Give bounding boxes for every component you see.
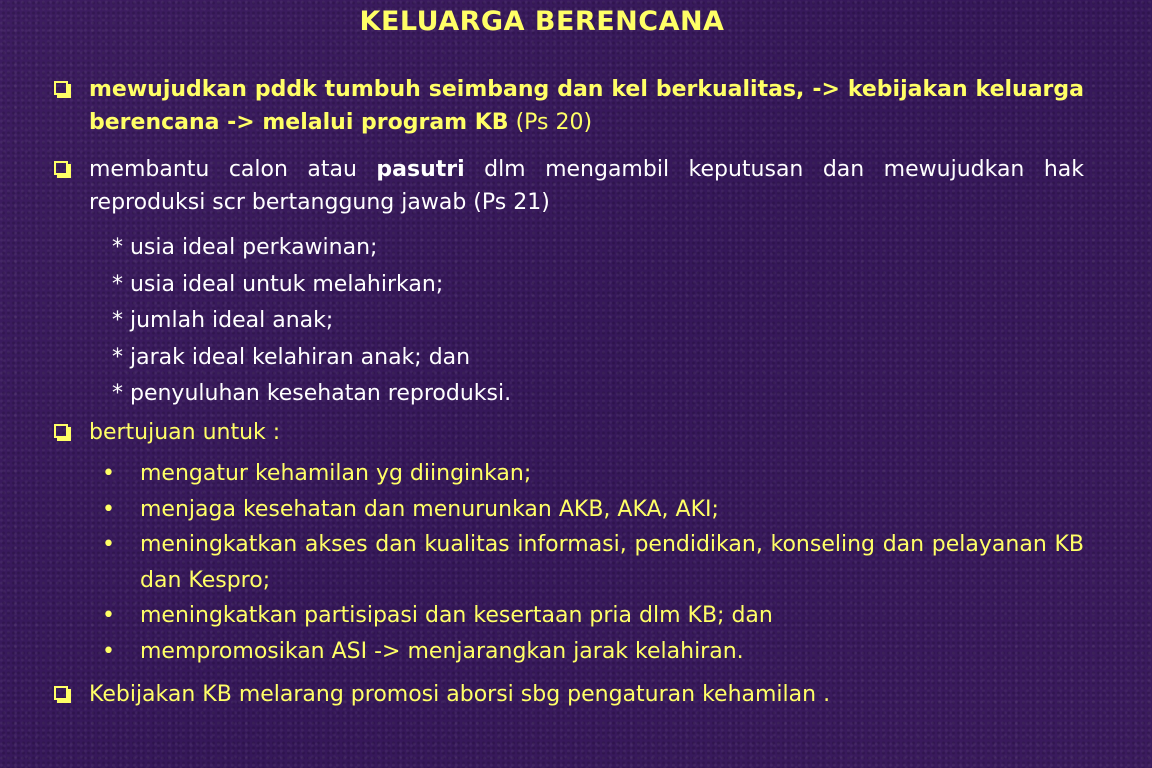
item-text-before: membantu calon atau	[89, 157, 357, 182]
section-item-program-kb	[54, 73, 1084, 139]
goals-list-item: • mengatur kehamilan yg diinginkan;	[100, 456, 1084, 492]
item-text: bertujuan untuk :	[89, 420, 281, 445]
star-list-item: * jumlah ideal anak;	[112, 308, 334, 333]
star-list	[112, 230, 511, 413]
checkbox-bullet-icon	[54, 81, 68, 95]
item-bold-text: mewujudkan pddk tumbuh seimbang dan kel berkualitas, -> kebijakan keluarga berencana -> melalui program KB	[89, 77, 1084, 135]
section-item-abortion-policy	[54, 678, 1084, 711]
checkbox-bullet-icon	[54, 424, 68, 438]
item-bold-word: pasutri	[376, 157, 465, 182]
bullet-dot-icon: •	[102, 496, 115, 522]
item-suffix: (Ps 20)	[515, 110, 593, 135]
item-text-after: dlm mengambil keputusan dan mewujudkan hak reproduksi scr bertanggung jawab (Ps 21)	[89, 157, 1085, 215]
goals-list-item: • meningkatkan partisipasi dan kesertaan pria dlm KB; dan	[100, 598, 1084, 634]
star-list-item: * penyuluhan kesehatan reproduksi.	[112, 381, 512, 406]
bullet-dot-icon: •	[102, 461, 115, 486]
star-list-item: * jarak ideal kelahiran anak; dan	[112, 344, 471, 370]
goals-list	[100, 456, 1084, 669]
slide-title: KELUARGA BERENCANA	[359, 6, 725, 37]
goals-list-item: • mempromosikan ASI -> menjarangkan jarak kelahiran.	[100, 634, 1084, 670]
checkbox-bullet-icon	[54, 686, 68, 700]
item-text: Kebijakan KB melarang promosi aborsi sbg pengaturan kehamilan .	[89, 682, 831, 707]
goals-list-item: • meningkatkan akses dan kualitas informasi, pendidikan, konseling dan pelayanan KB dan Kespro;	[100, 527, 1084, 598]
section-item-reproductive-rights	[54, 153, 1084, 219]
bullet-dot-icon: •	[102, 638, 115, 664]
checkbox-bullet-icon	[54, 161, 68, 175]
goals-list-item: • menjaga kesehatan dan menurunkan AKB, AKA, AKI;	[100, 492, 1084, 528]
star-list-item: * usia ideal perkawinan;	[112, 235, 378, 260]
star-list-item: * usia ideal untuk melahirkan;	[112, 271, 444, 297]
bullet-dot-icon: •	[102, 603, 115, 628]
section-item-goals	[54, 416, 1084, 449]
bullet-dot-icon: •	[102, 532, 115, 557]
